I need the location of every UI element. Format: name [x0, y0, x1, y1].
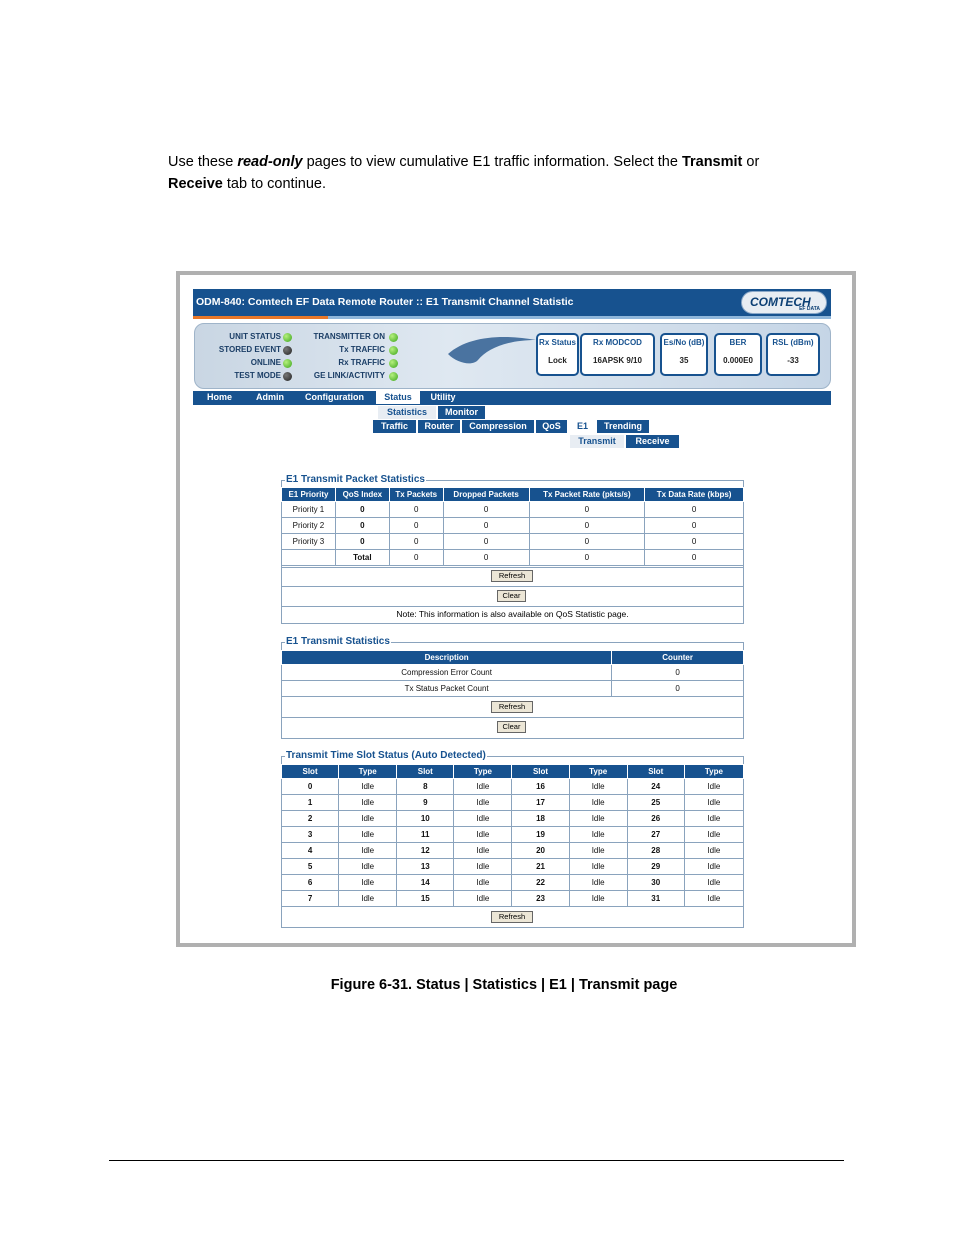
table-cell: 29 — [627, 859, 684, 875]
table-cell: Idle — [339, 795, 397, 811]
status-box-rx-modcod — [580, 333, 655, 376]
logo-text: COMTECH — [750, 295, 811, 309]
column-header: Type — [339, 765, 397, 779]
table-cell: Idle — [684, 859, 743, 875]
table-cell: 0 — [389, 534, 443, 550]
timeslot-refresh-button[interactable]: Refresh — [491, 911, 533, 923]
tab-e1[interactable]: E1 — [570, 420, 595, 433]
status-box-value: 35 — [679, 356, 689, 365]
table-cell: 5 — [282, 859, 339, 875]
timeslot-legend: Transmit Time Slot Status (Auto Detected) — [286, 750, 486, 761]
tab-traffic[interactable]: Traffic — [373, 420, 416, 433]
table-row — [282, 518, 744, 534]
status-box-es-no-db — [660, 333, 708, 376]
status-box-value: -33 — [787, 356, 799, 365]
tab-admin[interactable]: Admin — [246, 391, 294, 404]
led-ge-link-activity — [389, 372, 398, 381]
intro-text-3: or — [742, 154, 760, 170]
column-header: E1 Priority — [282, 488, 336, 502]
table-cell: 9 — [397, 795, 454, 811]
tab-monitor[interactable]: Monitor — [438, 406, 485, 419]
window-title: ODM-840: Comtech EF Data Remote Router :: E1 Transmit Channel Statistic — [193, 289, 831, 316]
table-row — [282, 779, 744, 795]
tab-router[interactable]: Router — [418, 420, 460, 433]
table-cell: 12 — [397, 843, 454, 859]
column-header: Slot — [397, 765, 454, 779]
table-cell: Idle — [339, 891, 397, 907]
table-cell: Idle — [339, 827, 397, 843]
indicator-label-unit-status: UNIT STATUS — [229, 332, 281, 341]
tab-compression[interactable]: Compression — [462, 420, 534, 433]
table-cell: 0 — [645, 550, 744, 566]
table-cell: 0 — [443, 550, 529, 566]
table-cell: Idle — [684, 875, 743, 891]
table-cell: 0 — [335, 502, 389, 518]
column-header: Slot — [627, 765, 684, 779]
table-cell: Priority 3 — [282, 534, 336, 550]
table-cell: 0 — [335, 534, 389, 550]
status-box-rx-status — [536, 333, 579, 376]
table-cell: 31 — [627, 891, 684, 907]
status-box-value: 16APSK 9/10 — [593, 356, 642, 365]
table-cell: 0 — [645, 534, 744, 550]
table-cell: 2 — [282, 811, 339, 827]
table-cell: 4 — [282, 843, 339, 859]
indicator-label-rx-traffic: Rx TRAFFIC — [338, 358, 385, 367]
table-cell: 0 — [529, 550, 645, 566]
intro-text-2: pages to view cumulative E1 traffic information. Select the — [302, 154, 682, 170]
table-cell — [282, 550, 336, 566]
table-cell: Idle — [684, 795, 743, 811]
column-header: Description — [282, 651, 612, 665]
intro-text-4: tab to continue. — [222, 176, 327, 192]
table-cell: 0 — [389, 550, 443, 566]
indicator-label-test-mode: TEST MODE — [234, 371, 281, 380]
column-header: Tx Data Rate (kbps) — [645, 488, 744, 502]
title-accent-orange — [193, 316, 328, 319]
table-cell: 0 — [529, 518, 645, 534]
packet-stats-table — [281, 487, 744, 566]
table-cell: 0 — [443, 534, 529, 550]
column-header: Slot — [282, 765, 339, 779]
table-row — [282, 502, 744, 518]
table-cell: Idle — [339, 843, 397, 859]
table-cell: 0 — [612, 681, 744, 697]
column-header: Tx Packets — [389, 488, 443, 502]
divider — [281, 717, 744, 718]
table-cell: 25 — [627, 795, 684, 811]
indicator-label-transmitter-on: TRANSMITTER ON — [313, 332, 385, 341]
table-cell: Idle — [569, 891, 627, 907]
table-cell: Idle — [569, 811, 627, 827]
table-cell: 17 — [512, 795, 569, 811]
tx-clear-button[interactable]: Clear — [497, 721, 526, 733]
table-cell: 28 — [627, 843, 684, 859]
table-cell: 0 — [389, 518, 443, 534]
table-cell: 30 — [627, 875, 684, 891]
table-cell: Idle — [454, 795, 512, 811]
table-cell: 13 — [397, 859, 454, 875]
tx-refresh-button[interactable]: Refresh — [491, 701, 533, 713]
led-test-mode — [283, 372, 292, 381]
table-cell: 24 — [627, 779, 684, 795]
tab-qos[interactable]: QoS — [536, 420, 567, 433]
table-cell: 16 — [512, 779, 569, 795]
tab-receive[interactable]: Receive — [626, 435, 679, 448]
indicator-label-stored-event: STORED EVENT — [218, 345, 281, 354]
table-cell: Priority 1 — [282, 502, 336, 518]
led-online — [283, 359, 292, 368]
status-box-ber — [714, 333, 762, 376]
table-cell: 14 — [397, 875, 454, 891]
status-box-value: 0.000E0 — [723, 356, 753, 365]
table-cell: 8 — [397, 779, 454, 795]
table-row — [282, 795, 744, 811]
table-cell: 11 — [397, 827, 454, 843]
column-header: QoS Index — [335, 488, 389, 502]
led-tx-traffic — [389, 346, 398, 355]
table-row — [282, 681, 744, 697]
tab-statistics[interactable]: Statistics — [378, 406, 436, 419]
tab-transmit[interactable]: Transmit — [570, 435, 624, 448]
table-row — [282, 859, 744, 875]
column-header: Dropped Packets — [443, 488, 529, 502]
led-rx-traffic — [389, 359, 398, 368]
led-unit-status — [283, 333, 292, 342]
status-box-value: Lock — [548, 356, 567, 365]
table-cell: 26 — [627, 811, 684, 827]
tx-stats-legend: E1 Transmit Statistics — [286, 636, 390, 647]
tab-utility[interactable]: Utility — [422, 391, 464, 404]
status-box-label: BER — [729, 338, 747, 347]
table-cell: 0 — [612, 665, 744, 681]
table-cell: 0 — [529, 502, 645, 518]
table-cell: 0 — [389, 502, 443, 518]
column-header: Type — [454, 765, 512, 779]
table-cell: Idle — [684, 779, 743, 795]
table-cell: Idle — [569, 795, 627, 811]
packet-stats-note: Note: This information is also available on QoS Statistic page. — [396, 609, 629, 619]
table-cell: Tx Status Packet Count — [282, 681, 612, 697]
table-row — [282, 827, 744, 843]
column-header: Type — [684, 765, 743, 779]
table-cell: Idle — [569, 875, 627, 891]
intro-readonly-emphasis: read-only — [237, 154, 303, 170]
intro-text-1: Use these — [168, 154, 238, 170]
table-cell: Idle — [454, 779, 512, 795]
packet-refresh-button[interactable]: Refresh — [491, 570, 533, 582]
table-cell: 7 — [282, 891, 339, 907]
indicator-label-ge-link-activity: GE LINK/ACTIVITY — [313, 371, 385, 380]
table-cell: 23 — [512, 891, 569, 907]
tab-home[interactable]: Home — [195, 391, 244, 404]
timeslot-table — [281, 764, 744, 907]
swoosh-graphic — [448, 330, 538, 368]
status-box-label: Es/No (dB) — [663, 338, 705, 347]
table-row — [282, 875, 744, 891]
table-cell: 3 — [282, 827, 339, 843]
divider — [281, 606, 744, 607]
figure-caption: Figure 6-31. Status | Statistics | E1 | Transmit page — [330, 977, 678, 993]
table-cell: Idle — [684, 811, 743, 827]
table-row — [282, 534, 744, 550]
table-cell: Idle — [684, 827, 743, 843]
table-cell: 10 — [397, 811, 454, 827]
table-row — [282, 811, 744, 827]
table-cell: Idle — [454, 811, 512, 827]
table-cell: Idle — [339, 779, 397, 795]
table-row — [282, 550, 744, 566]
tx-stats-table — [281, 650, 744, 697]
table-cell: Idle — [454, 875, 512, 891]
column-header: Tx Packet Rate (pkts/s) — [529, 488, 645, 502]
table-cell: 18 — [512, 811, 569, 827]
table-cell: 15 — [397, 891, 454, 907]
table-cell: Priority 2 — [282, 518, 336, 534]
logo-subtext: EF DATA — [799, 306, 820, 312]
table-cell: 0 — [282, 779, 339, 795]
packet-clear-button[interactable]: Clear — [497, 590, 526, 602]
table-cell: Idle — [569, 859, 627, 875]
table-cell: Idle — [569, 827, 627, 843]
table-cell: Idle — [339, 811, 397, 827]
table-cell: Idle — [454, 843, 512, 859]
table-cell: 0 — [645, 518, 744, 534]
table-cell: 1 — [282, 795, 339, 811]
intro-transmit-term: Transmit — [681, 154, 743, 170]
indicator-label-online: ONLINE — [250, 358, 281, 367]
table-cell: 22 — [512, 875, 569, 891]
table-cell: Idle — [569, 779, 627, 795]
status-box-label: Rx MODCOD — [593, 338, 642, 347]
table-cell: Idle — [454, 859, 512, 875]
tab-configuration[interactable]: Configuration — [296, 391, 373, 404]
packet-stats-legend: E1 Transmit Packet Statistics — [286, 474, 425, 485]
status-box-rsl-dbm — [766, 333, 820, 376]
comtech-logo — [741, 291, 827, 314]
status-box-label: RSL (dBm) — [772, 338, 814, 347]
table-cell: 0 — [529, 534, 645, 550]
table-cell: 6 — [282, 875, 339, 891]
footer-rule — [109, 1160, 844, 1161]
table-cell: 21 — [512, 859, 569, 875]
table-cell: Idle — [569, 843, 627, 859]
title-accent-blue — [328, 316, 831, 319]
table-cell: 0 — [443, 518, 529, 534]
table-cell: Idle — [684, 891, 743, 907]
column-header: Type — [569, 765, 627, 779]
table-cell: Idle — [339, 875, 397, 891]
table-cell: 0 — [335, 518, 389, 534]
table-row — [282, 891, 744, 907]
table-cell: 27 — [627, 827, 684, 843]
table-cell: Idle — [339, 859, 397, 875]
table-cell: 19 — [512, 827, 569, 843]
indicator-label-tx-traffic: Tx TRAFFIC — [339, 345, 385, 354]
intro-paragraph — [168, 151, 841, 195]
table-row — [282, 843, 744, 859]
divider — [281, 586, 744, 587]
status-box-label: Rx Status — [539, 338, 576, 347]
table-cell: Compression Error Count — [282, 665, 612, 681]
table-cell: Idle — [684, 843, 743, 859]
table-cell: Idle — [454, 827, 512, 843]
tab-status[interactable]: Status — [376, 391, 420, 404]
divider — [281, 567, 744, 568]
intro-receive-term: Receive — [168, 176, 223, 192]
tab-trending[interactable]: Trending — [597, 420, 649, 433]
table-cell: 0 — [443, 502, 529, 518]
led-stored-event — [283, 346, 292, 355]
column-header: Slot — [512, 765, 569, 779]
column-header: Counter — [612, 651, 744, 665]
table-cell: 20 — [512, 843, 569, 859]
table-cell: 0 — [645, 502, 744, 518]
table-cell: Total — [335, 550, 389, 566]
table-row — [282, 665, 744, 681]
led-transmitter-on — [389, 333, 398, 342]
table-cell: Idle — [454, 891, 512, 907]
